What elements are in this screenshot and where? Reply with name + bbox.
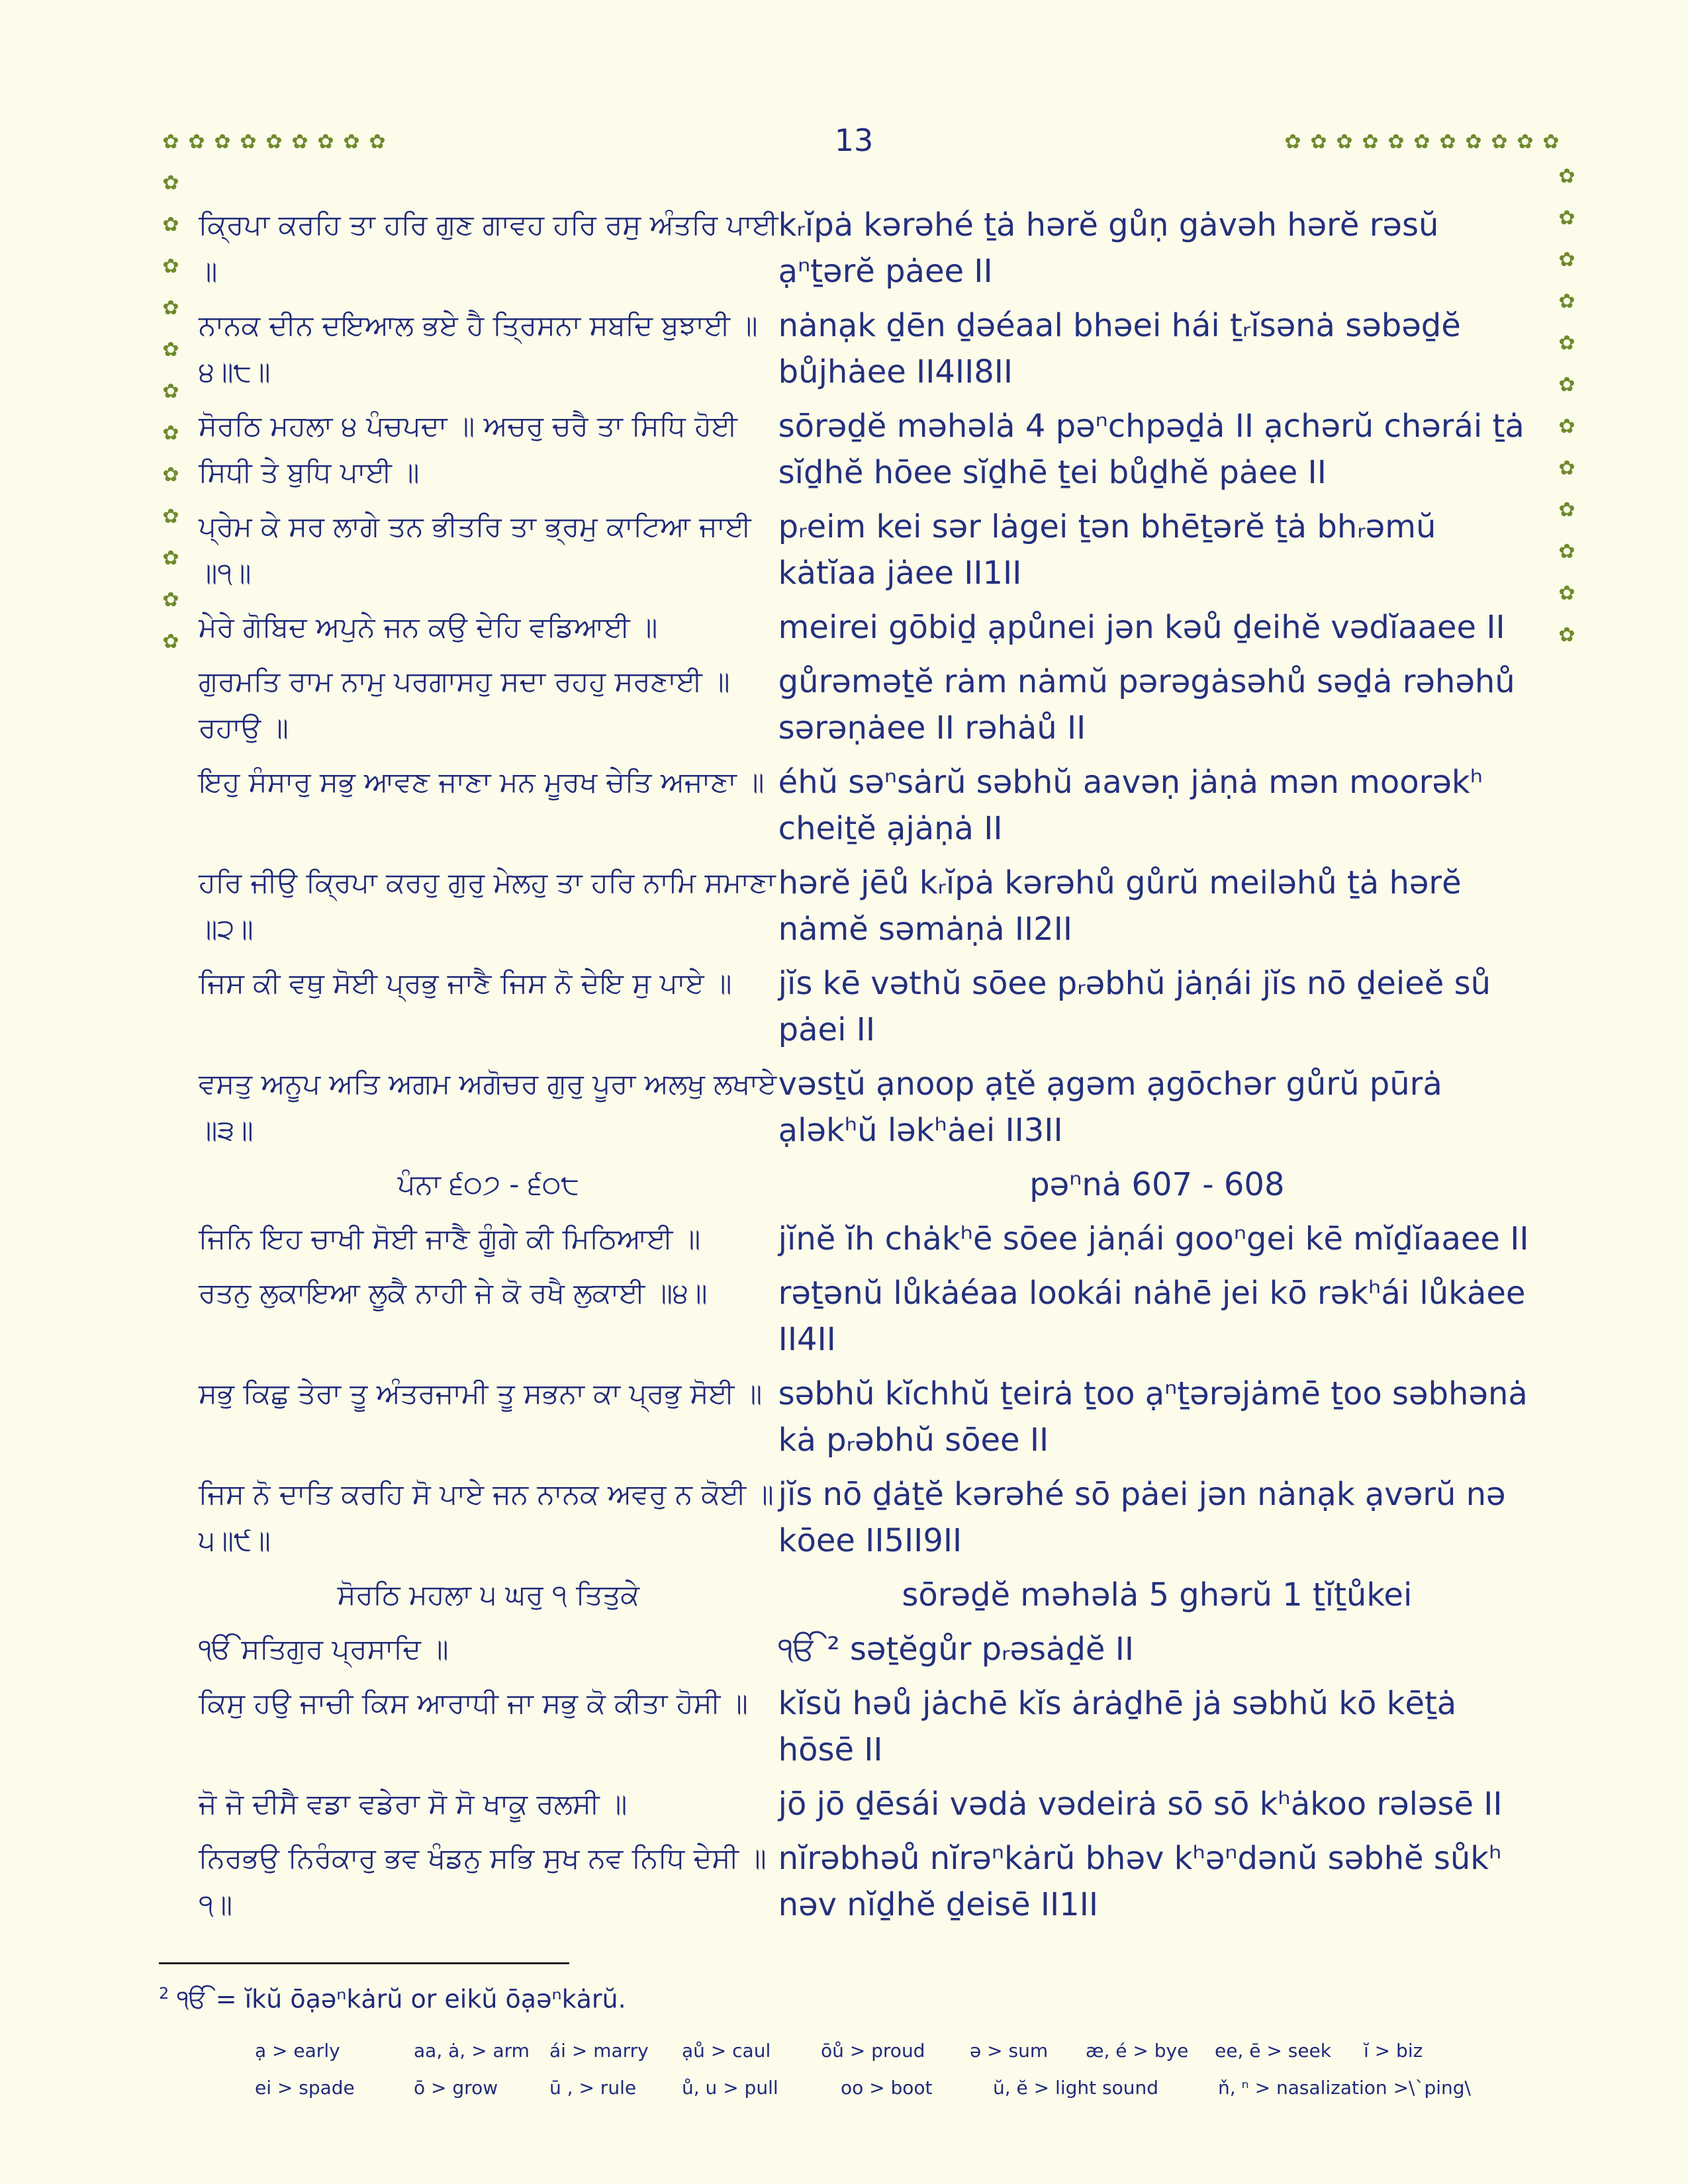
flower-icon: ✿ xyxy=(1465,130,1482,154)
transliteration-line: rəṯənŭ lůkȧéaa lookái nȧhē jei kō rəkʰái lůkȧee II4II xyxy=(778,1275,1526,1358)
transliteration-line: səbhŭ kĭchhŭ ṯeirȧ ṯoo ạⁿṯərəjȧmē ṯoo səbhənȧ kȧ pᵣəbhŭ sōee II xyxy=(778,1375,1528,1459)
flower-icon: ✿ xyxy=(1558,415,1575,438)
flower-icon: ✿ xyxy=(1284,130,1301,154)
legend-item: æ, é > bye xyxy=(1086,2039,1189,2062)
verse-row xyxy=(199,1626,1536,1672)
transliteration-line: nȧnạk ḏēn ḏəéaal bhəei hái ṯᵣĭsənȧ səbəḏĕ bůjhȧee II4II8II xyxy=(778,307,1461,390)
flower-icon: ✿ xyxy=(1558,540,1575,563)
verse-row xyxy=(199,860,1536,952)
flower-icon: ✿ xyxy=(265,130,283,154)
verse-row xyxy=(199,1680,1536,1773)
page-reference xyxy=(199,1161,1536,1208)
verse-row xyxy=(199,1781,1536,1827)
transliteration-line: vəsṯŭ ạnoop ạṯĕ ạgəm ạgōchər gůrŭ pūrȧ ạləkʰŭ ləkʰȧei II3II xyxy=(778,1066,1442,1149)
gurmukhi-line: ਰਤਨੁ ਲੁਕਾਇਆ ਲੂਕੈ ਨਾਹੀ ਜੇ ਕੋ ਰਖੈ ਲੁਕਾਈ ॥੪॥ xyxy=(199,1277,708,1309)
gurmukhi-line: ਮੇਰੇ ਗੋਬਿਦ ਅਪੁਨੇ ਜਨ ਕਉ ਦੇਹਿ ਵਡਿਆਈ ॥ xyxy=(199,611,658,643)
flower-icon: ✿ xyxy=(162,463,179,486)
left-border xyxy=(161,162,181,662)
transliteration-line: jĭs kē vəthŭ sōee pᵣəbhŭ jȧṇái jĭs nō ḏeieĕ sů pȧei II xyxy=(778,965,1491,1048)
gurmukhi-heading: ਸੋਰਠਿ ਮਹਲਾ ੫ ਘਰੁ ੧ ਤਿਤੁਕੇ xyxy=(337,1578,640,1611)
transliteration-line: hərĕ jēů kᵣĭpȧ kərəhů gůrŭ meiləhů ṯȧ hərĕ nȧmĕ səmȧṇȧ II2II xyxy=(778,864,1462,948)
flower-icon: ✿ xyxy=(1336,130,1353,154)
flower-icon: ✿ xyxy=(162,588,179,612)
footnote-divider xyxy=(159,1962,569,1964)
flower-icon: ✿ xyxy=(343,130,360,154)
flower-icon: ✿ xyxy=(1362,130,1379,154)
right-border xyxy=(1557,156,1577,656)
gurmukhi-line: ਕ੍ਰਿਪਾ ਕਰਹਿ ਤਾ ਹਰਿ ਗੁਣ ਗਾਵਹ ਹਰਿ ਰਸੁ ਅੰਤਰਿ ਪਾਈ ॥ xyxy=(199,208,778,287)
verse-row xyxy=(199,659,1536,751)
transliteration-line: jĭs nō ḏȧṯĕ kərəhé sō pȧei jən nȧnạk ạvərŭ nə kōee II5II9II xyxy=(778,1476,1506,1559)
legend-row-1 xyxy=(255,2032,1486,2069)
transliteration-line: pᵣeim kei sər lȧgei ṯən bhēṯərĕ ṯȧ bhᵣəmŭ kȧtĭaa jȧee II1II xyxy=(778,508,1436,592)
transliteration-line: nĭrəbhəů nĭrəⁿkȧrŭ bhəv kʰəⁿdənŭ səbhĕ sůkʰ nəv nĭḏhĕ ḏeisē II1II xyxy=(778,1840,1502,1923)
gurmukhi-line: ਨਾਨਕ ਦੀਨ ਦਇਆਲ ਭਏ ਹੈ ਤ੍ਰਿਸਨਾ ਸਬਦਿ ਬੁਝਾਈ ॥੪॥੮॥ xyxy=(199,309,758,388)
footnote-mark: 2 xyxy=(159,1984,169,2003)
verse-row xyxy=(199,1371,1536,1463)
gurmukhi-line: ਨਿਰਭਉ ਨਿਰੰਕਾਰੁ ਭਵ ਖੰਡਨੁ ਸਭਿ ਸੁਖ ਨਵ ਨਿਧਿ ਦੇਸੀ ॥੧॥ xyxy=(199,1842,767,1921)
verse-row xyxy=(199,202,1536,295)
legend-item: oo > boot xyxy=(841,2076,933,2099)
page-number: 13 xyxy=(834,122,874,158)
verse-row xyxy=(199,1061,1536,1154)
flower-icon: ✿ xyxy=(291,130,308,154)
transliteration-line: meirei gōbiḏ ạpůnei jən kəů ḏeihĕ vədĭaaee II xyxy=(778,609,1505,646)
verse-row xyxy=(199,403,1536,496)
transliteration-line: gůrəməṯĕ rȧm nȧmŭ pərəgȧsəhů səḏȧ rəhəhů sərəṇȧee II rəhȧů II xyxy=(778,663,1515,747)
transliteration-line: éhŭ səⁿsȧrŭ səbhŭ aavəṇ jȧṇȧ mən moorəkʰ cheiṯĕ ạjȧṇȧ II xyxy=(778,764,1483,847)
legend-item: ō > grow xyxy=(414,2076,498,2099)
flower-icon: ✿ xyxy=(162,547,179,570)
flower-icon: ✿ xyxy=(214,130,231,154)
flower-icon: ✿ xyxy=(1558,248,1575,271)
gurmukhi-heading: ਪੰਨਾ ੬੦੭ - ੬੦੮ xyxy=(397,1168,580,1201)
flower-icon: ✿ xyxy=(1558,623,1575,647)
flower-icon: ✿ xyxy=(1558,457,1575,480)
flower-icon: ✿ xyxy=(162,380,179,403)
flower-icon: ✿ xyxy=(1558,498,1575,522)
flower-icon: ✿ xyxy=(162,422,179,445)
verse-content xyxy=(199,202,1536,1936)
legend-item: ū , > rule xyxy=(549,2076,637,2099)
gurmukhi-line: ੴ ਸਤਿਗੁਰ ਪ੍ਰਸਾਦਿ ॥ xyxy=(199,1633,449,1665)
flower-icon: ✿ xyxy=(1491,130,1508,154)
verse-row xyxy=(199,1471,1536,1564)
legend-item: ŭ, ĕ > light sound xyxy=(993,2076,1158,2099)
flower-icon: ✿ xyxy=(162,255,179,278)
pronunciation-legend xyxy=(255,2032,1486,2106)
flower-icon: ✿ xyxy=(1558,332,1575,355)
gurmukhi-line: ਸਭੁ ਕਿਛੁ ਤੇਰਾ ਤੂ ਅੰਤਰਜਾਮੀ ਤੂ ਸਭਨਾ ਕਾ ਪ੍ਰਭੁ ਸੋਈ ॥ xyxy=(199,1377,763,1410)
flower-icon: ✿ xyxy=(1310,130,1327,154)
transliteration-heading: pəⁿnȧ 607 - 608 xyxy=(1029,1166,1285,1203)
transliteration-heading: sōrəḏĕ məhəlȧ 5 ghərŭ 1 ṯĭṯůkei xyxy=(902,1576,1413,1614)
footnote-text: ੴ = ĭkŭ ōạəⁿkȧrŭ or eikŭ ōạəⁿkȧrŭ. xyxy=(177,1984,626,2014)
flower-icon: ✿ xyxy=(369,130,386,154)
flower-icon: ✿ xyxy=(1558,290,1575,313)
gurmukhi-line: ਇਹੁ ਸੰਸਾਰੁ ਸਭੁ ਆਵਣ ਜਾਣਾ ਮਨ ਮੂਰਖ ਚੇਤਿ ਅਜਾਣਾ ॥ xyxy=(199,766,765,798)
verse-row xyxy=(199,759,1536,852)
flower-icon: ✿ xyxy=(162,630,179,653)
gurmukhi-line: ਜੋ ਜੋ ਦੀਸੈ ਵਡਾ ਵਡੇਰਾ ਸੋ ਸੋ ਖਾਕੂ ਰਲਸੀ ॥ xyxy=(199,1788,628,1820)
flower-icon: ✿ xyxy=(162,296,179,320)
legend-item: ei > spade xyxy=(255,2076,355,2099)
flower-icon: ✿ xyxy=(162,338,179,361)
verse-row xyxy=(199,960,1536,1053)
gurmukhi-line: ਜਿਸ ਨੋ ਦਾਤਿ ਕਰਹਿ ਸੋ ਪਾਏ ਜਨ ਨਾਨਕ ਅਵਰੁ ਨ ਕੋਈ ॥੫॥੯॥ xyxy=(199,1478,774,1557)
flower-icon: ✿ xyxy=(1542,130,1560,154)
transliteration-line: kĭsŭ həů jȧchē kĭs ȧrȧḏhē jȧ səbhŭ kō kēṯȧ hōsē II xyxy=(778,1685,1457,1768)
top-right-border xyxy=(1283,132,1561,152)
flower-icon: ✿ xyxy=(162,213,179,236)
legend-item: ň, ⁿ > nasalization >\`ping\ xyxy=(1218,2076,1471,2099)
legend-item: ōů > proud xyxy=(821,2039,925,2062)
flower-icon: ✿ xyxy=(1558,206,1575,230)
flower-icon: ✿ xyxy=(1387,130,1405,154)
transliteration-line: ੴ ² səṯĕgůr pᵣəsȧḏĕ II xyxy=(778,1631,1135,1668)
gurmukhi-line: ਵਸਤੁ ਅਨੂਪ ਅਤਿ ਅਗਮ ਅਗੋਚਰ ਗੁਰੁ ਪੂਰਾ ਅਲਖੁ ਲਖਾਏ ॥੩॥ xyxy=(199,1068,777,1146)
verse-row xyxy=(199,302,1536,395)
legend-item: ĭ > biz xyxy=(1364,2039,1423,2062)
transliteration-line: sōrəḏĕ məhəlȧ 4 pəⁿchpəḏȧ II ạchərŭ chərái ṯȧ sĭḏhĕ hōee sĭḏhē ṯei bůḏhĕ pȧee II xyxy=(778,408,1524,491)
flower-icon: ✿ xyxy=(1558,582,1575,605)
gurmukhi-line: ਪ੍ਰੇਮ ਕੇ ਸਰ ਲਾਗੇ ਤਨ ਭੀਤਰਿ ਤਾ ਭ੍ਰਮੁ ਕਾਟਿਆ ਜਾਈ ॥੧॥ xyxy=(199,510,751,589)
flower-icon: ✿ xyxy=(1558,373,1575,396)
gurmukhi-line: ਜਿਸ ਕੀ ਵਥੁ ਸੋਈ ਪ੍ਰਭੁ ਜਾਣੈ ਜਿਸ ਨੋ ਦੇਇ ਸੁ ਪਾਏ ॥ xyxy=(199,967,732,999)
verse-row xyxy=(199,1216,1536,1262)
transliteration-line: jĭnĕ ĭh chȧkʰē sōee jȧṇái gooⁿgei kē mĭḏĭaaee II xyxy=(778,1220,1529,1257)
legend-item: aa, ȧ, > arm xyxy=(414,2039,530,2062)
gurmukhi-line: ਗੁਰਮਤਿ ਰਾਮ ਨਾਮੁ ਪਰਗਾਸਹੁ ਸਦਾ ਰਹਹੁ ਸਰਣਾਈ ॥ ਰਹਾਉ ॥ xyxy=(199,665,730,744)
flower-icon: ✿ xyxy=(1558,165,1575,188)
flower-icon: ✿ xyxy=(1413,130,1430,154)
flower-icon: ✿ xyxy=(162,505,179,528)
verse-row xyxy=(199,504,1536,596)
verse-row xyxy=(199,1835,1536,1928)
legend-item: ái > marry xyxy=(549,2039,649,2062)
top-left-border xyxy=(161,132,387,152)
legend-item: ạů > caul xyxy=(682,2039,771,2062)
flower-icon: ✿ xyxy=(240,130,257,154)
footnote xyxy=(159,1984,626,2015)
gurmukhi-line: ਹਰਿ ਜੀਉ ਕ੍ਰਿਪਾ ਕਰਹੁ ਗੁਰੁ ਮੇਲਹੁ ਤਾ ਹਰਿ ਨਾਮਿ ਸਮਾਣਾ ॥੨॥ xyxy=(199,866,776,945)
legend-item: ů, u > pull xyxy=(682,2076,778,2099)
flower-icon: ✿ xyxy=(317,130,334,154)
legend-item: ee, ē > seek xyxy=(1215,2039,1331,2062)
legend-item: ạ > early xyxy=(255,2039,340,2062)
flower-icon: ✿ xyxy=(188,130,205,154)
section-heading xyxy=(199,1572,1536,1618)
gurmukhi-line: ਜਿਨਿ ਇਹ ਚਾਖੀ ਸੋਈ ਜਾਣੈ ਗੂੰਗੇ ਕੀ ਮਿਠਿਆਈ ॥ xyxy=(199,1222,701,1255)
flower-icon: ✿ xyxy=(162,171,179,195)
flower-icon: ✿ xyxy=(162,130,179,154)
legend-item: ə > sum xyxy=(970,2039,1049,2062)
legend-row-2 xyxy=(255,2069,1486,2106)
verse-row xyxy=(199,604,1536,651)
flower-icon: ✿ xyxy=(1439,130,1456,154)
flower-icon: ✿ xyxy=(1517,130,1534,154)
gurmukhi-line: ਕਿਸੁ ਹਉ ਜਾਚੀ ਕਿਸ ਆਰਾਧੀ ਜਾ ਸਭੁ ਕੋ ਕੀਤਾ ਹੋਸੀ ॥ xyxy=(199,1687,748,1719)
transliteration-line: jō jō ḏēsái vədȧ vədeirȧ sō sō kʰȧkoo rələsē II xyxy=(778,1786,1503,1823)
gurmukhi-line: ਸੋਰਠਿ ਮਹਲਾ ੪ ਪੰਚਪਦਾ ॥ ਅਚਰੁ ਚਰੈ ਤਾ ਸਿਧਿ ਹੋਈ ਸਿਧੀ ਤੇ ਬੁਧਿ ਪਾਈ ॥ xyxy=(199,410,737,488)
verse-row xyxy=(199,1270,1536,1363)
transliteration-line: kᵣĭpȧ kərəhé ṯȧ hərĕ gůṇ gȧvəh hərĕ rəsŭ ạⁿṯərĕ pȧee II xyxy=(778,206,1439,290)
